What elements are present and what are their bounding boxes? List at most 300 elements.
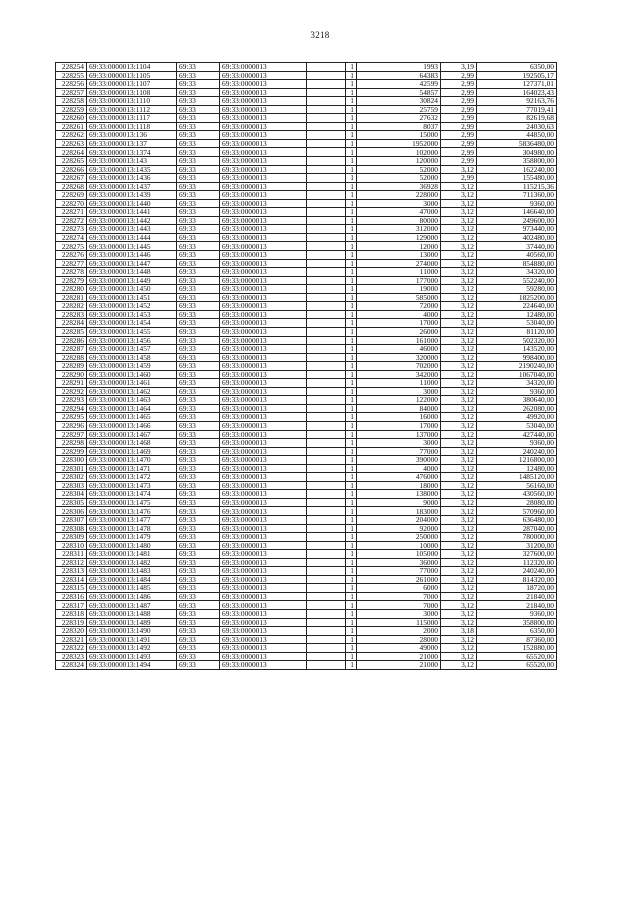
cadastral-value-cell: 358800,00: [477, 157, 557, 166]
district-code-cell: 69:33: [177, 242, 220, 251]
specific-value-cell: 3,12: [441, 165, 477, 174]
cadastral-quarter-cell: 69:33:0000013: [220, 498, 307, 507]
district-code-cell: 69:33: [177, 627, 220, 636]
district-code-cell: 69:33: [177, 370, 220, 379]
area-cell: 320000: [357, 353, 441, 362]
area-cell: 476000: [357, 473, 441, 482]
district-code-cell: 69:33: [177, 336, 220, 345]
area-cell: 312000: [357, 225, 441, 234]
cadastral-value-cell: 998400,00: [477, 353, 557, 362]
table-row: [56, 233, 557, 242]
cadastral-value-cell: 53040,00: [477, 421, 557, 430]
table-row: [56, 533, 557, 542]
cadastral-number-cell: 69:33:0000013:1481: [87, 550, 177, 559]
cadastral-value-cell: 711360,00: [477, 191, 557, 200]
cadastral-quarter-cell: 69:33:0000013: [220, 336, 307, 345]
cadastral-quarter-cell: 69:33:0000013: [220, 225, 307, 234]
row-number-cell: 228296: [56, 421, 87, 430]
count-cell: 1: [346, 592, 357, 601]
cadastral-value-cell: 358800,00: [477, 618, 557, 627]
area-cell: 8037: [357, 122, 441, 131]
cadastral-quarter-cell: 69:33:0000013: [220, 131, 307, 140]
cadastral-value-cell: 152880,00: [477, 644, 557, 653]
row-number-cell: 228263: [56, 139, 87, 148]
row-number-cell: 228292: [56, 387, 87, 396]
cadastral-value-cell: 59280,00: [477, 285, 557, 294]
cadastral-value-cell: 502320,00: [477, 336, 557, 345]
table-row: [56, 430, 557, 439]
row-number-cell: 228261: [56, 122, 87, 131]
table-row: [56, 661, 557, 670]
area-cell: 52000: [357, 165, 441, 174]
district-code-cell: 69:33: [177, 71, 220, 80]
cadastral-value-cell: 87360,00: [477, 635, 557, 644]
count-cell: 1: [346, 404, 357, 413]
empty-cell: [307, 293, 346, 302]
cadastral-number-cell: 69:33:0000013:1117: [87, 114, 177, 123]
cadastral-quarter-cell: 69:33:0000013: [220, 592, 307, 601]
row-number-cell: 228316: [56, 592, 87, 601]
cadastral-number-cell: 69:33:0000013:1105: [87, 71, 177, 80]
district-code-cell: 69:33: [177, 618, 220, 627]
cadastral-quarter-cell: 69:33:0000013: [220, 310, 307, 319]
row-number-cell: 228310: [56, 541, 87, 550]
empty-cell: [307, 131, 346, 140]
area-cell: 19000: [357, 285, 441, 294]
specific-value-cell: 3,12: [441, 610, 477, 619]
count-cell: 1: [346, 88, 357, 97]
specific-value-cell: 2,99: [441, 105, 477, 114]
empty-cell: [307, 524, 346, 533]
cadastral-value-cell: 240240,00: [477, 567, 557, 576]
district-code-cell: 69:33: [177, 404, 220, 413]
cadastral-number-cell: 69:33:0000013:1488: [87, 610, 177, 619]
row-number-cell: 228257: [56, 88, 87, 97]
area-cell: 54857: [357, 88, 441, 97]
cadastral-quarter-cell: 69:33:0000013: [220, 114, 307, 123]
empty-cell: [307, 310, 346, 319]
row-number-cell: 228309: [56, 533, 87, 542]
specific-value-cell: 2,99: [441, 139, 477, 148]
area-cell: 9000: [357, 498, 441, 507]
area-cell: 183000: [357, 507, 441, 516]
cadastral-number-cell: 69:33:0000013:1485: [87, 584, 177, 593]
empty-cell: [307, 533, 346, 542]
cadastral-number-cell: 69:33:0000013:1449: [87, 276, 177, 285]
area-cell: 115000: [357, 618, 441, 627]
table-row: [56, 421, 557, 430]
empty-cell: [307, 370, 346, 379]
row-number-cell: 228273: [56, 225, 87, 234]
specific-value-cell: 2,99: [441, 148, 477, 157]
cadastral-quarter-cell: 69:33:0000013: [220, 610, 307, 619]
table-row: [56, 456, 557, 465]
count-cell: 1: [346, 105, 357, 114]
cadastral-number-cell: 69:33:0000013:1493: [87, 652, 177, 661]
cadastral-value-cell: 570960,00: [477, 507, 557, 516]
cadastral-number-cell: 69:33:0000013:1442: [87, 216, 177, 225]
empty-cell: [307, 199, 346, 208]
cadastral-value-cell: 327600,00: [477, 550, 557, 559]
specific-value-cell: 3,12: [441, 251, 477, 260]
row-number-cell: 228279: [56, 276, 87, 285]
specific-value-cell: 3,12: [441, 362, 477, 371]
area-cell: 49000: [357, 644, 441, 653]
cadastral-number-cell: 69:33:0000013:1450: [87, 285, 177, 294]
empty-cell: [307, 114, 346, 123]
cadastral-number-cell: 69:33:0000013:1477: [87, 515, 177, 524]
area-cell: 3000: [357, 387, 441, 396]
specific-value-cell: 2,99: [441, 174, 477, 183]
empty-cell: [307, 421, 346, 430]
table-row: [56, 310, 557, 319]
table-row: [56, 345, 557, 354]
cadastral-number-cell: 69:33:0000013:1480: [87, 541, 177, 550]
count-cell: 1: [346, 114, 357, 123]
cadastral-number-cell: 69:33:0000013:1472: [87, 473, 177, 482]
cadastral-number-cell: 69:33:0000013:1483: [87, 567, 177, 576]
cadastral-value-cell: 636480,00: [477, 515, 557, 524]
empty-cell: [307, 216, 346, 225]
area-cell: 12000: [357, 242, 441, 251]
area-cell: 6000: [357, 584, 441, 593]
count-cell: 1: [346, 319, 357, 328]
empty-cell: [307, 139, 346, 148]
count-cell: 1: [346, 242, 357, 251]
cadastral-value-cell: 146640,00: [477, 208, 557, 217]
cadastral-value-cell: 1825200,00: [477, 293, 557, 302]
empty-cell: [307, 498, 346, 507]
row-number-cell: 228256: [56, 80, 87, 89]
cadastral-value-cell: 430560,00: [477, 490, 557, 499]
count-cell: 1: [346, 199, 357, 208]
cadastral-value-cell: 6350,00: [477, 627, 557, 636]
table-row: [56, 114, 557, 123]
cadastral-value-cell: 1067040,00: [477, 370, 557, 379]
area-cell: 17000: [357, 319, 441, 328]
empty-cell: [307, 80, 346, 89]
cadastral-quarter-cell: 69:33:0000013: [220, 456, 307, 465]
empty-cell: [307, 353, 346, 362]
specific-value-cell: 3,12: [441, 507, 477, 516]
cadastral-number-cell: 69:33:0000013:1104: [87, 63, 177, 72]
area-cell: 13000: [357, 251, 441, 260]
cadastral-quarter-cell: 69:33:0000013: [220, 182, 307, 191]
district-code-cell: 69:33: [177, 481, 220, 490]
cadastral-quarter-cell: 69:33:0000013: [220, 379, 307, 388]
area-cell: 52000: [357, 174, 441, 183]
specific-value-cell: 3,12: [441, 575, 477, 584]
cadastral-number-cell: 69:33:0000013:137: [87, 139, 177, 148]
cadastral-quarter-cell: 69:33:0000013: [220, 174, 307, 183]
cadastral-value-cell: 21840,00: [477, 601, 557, 610]
row-number-cell: 228321: [56, 635, 87, 644]
table-row: [56, 515, 557, 524]
cadastral-number-cell: 69:33:0000013:1457: [87, 345, 177, 354]
area-cell: 21000: [357, 661, 441, 670]
area-cell: 137000: [357, 430, 441, 439]
empty-cell: [307, 575, 346, 584]
empty-cell: [307, 63, 346, 72]
count-cell: 1: [346, 63, 357, 72]
count-cell: 1: [346, 139, 357, 148]
cadastral-quarter-cell: 69:33:0000013: [220, 302, 307, 311]
cadastral-quarter-cell: 69:33:0000013: [220, 652, 307, 661]
district-code-cell: 69:33: [177, 345, 220, 354]
row-number-cell: 228276: [56, 251, 87, 260]
count-cell: 1: [346, 387, 357, 396]
count-cell: 1: [346, 515, 357, 524]
empty-cell: [307, 208, 346, 217]
cadastral-value-cell: 240240,00: [477, 447, 557, 456]
count-cell: 1: [346, 430, 357, 439]
area-cell: 46000: [357, 345, 441, 354]
count-cell: 1: [346, 191, 357, 200]
table-row: [56, 80, 557, 89]
empty-cell: [307, 550, 346, 559]
empty-cell: [307, 182, 346, 191]
cadastral-quarter-cell: 69:33:0000013: [220, 550, 307, 559]
area-cell: 138000: [357, 490, 441, 499]
cadastral-quarter-cell: 69:33:0000013: [220, 404, 307, 413]
row-number-cell: 228269: [56, 191, 87, 200]
row-number-cell: 228323: [56, 652, 87, 661]
cadastral-value-cell: 262080,00: [477, 404, 557, 413]
specific-value-cell: 3,12: [441, 644, 477, 653]
cadastral-number-cell: 69:33:0000013:1112: [87, 105, 177, 114]
cadastral-number-cell: 69:33:0000013:1452: [87, 302, 177, 311]
cadastral-quarter-cell: 69:33:0000013: [220, 191, 307, 200]
cadastral-quarter-cell: 69:33:0000013: [220, 97, 307, 106]
table-row: [56, 251, 557, 260]
empty-cell: [307, 601, 346, 610]
cadastral-value-cell: 164023,43: [477, 88, 557, 97]
specific-value-cell: 3,12: [441, 242, 477, 251]
empty-cell: [307, 157, 346, 166]
row-number-cell: 228282: [56, 302, 87, 311]
count-cell: 1: [346, 396, 357, 405]
row-number-cell: 228294: [56, 404, 87, 413]
count-cell: 1: [346, 524, 357, 533]
count-cell: 1: [346, 481, 357, 490]
area-cell: 26000: [357, 327, 441, 336]
cadastral-number-cell: 69:33:0000013:1110: [87, 97, 177, 106]
cadastral-value-cell: 2190240,00: [477, 362, 557, 371]
table-row: [56, 447, 557, 456]
row-number-cell: 228312: [56, 558, 87, 567]
row-number-cell: 228264: [56, 148, 87, 157]
table-row: [56, 550, 557, 559]
table-row: [56, 285, 557, 294]
cadastral-number-cell: 69:33:0000013:1461: [87, 379, 177, 388]
cadastral-value-cell: 44850,00: [477, 131, 557, 140]
specific-value-cell: 3,12: [441, 601, 477, 610]
cadastral-quarter-cell: 69:33:0000013: [220, 157, 307, 166]
area-cell: 30824: [357, 97, 441, 106]
empty-cell: [307, 233, 346, 242]
area-cell: 1952000: [357, 139, 441, 148]
count-cell: 1: [346, 336, 357, 345]
count-cell: 1: [346, 464, 357, 473]
row-number-cell: 228300: [56, 456, 87, 465]
specific-value-cell: 2,99: [441, 97, 477, 106]
count-cell: 1: [346, 627, 357, 636]
table-row: [56, 182, 557, 191]
row-number-cell: 228314: [56, 575, 87, 584]
count-cell: 1: [346, 97, 357, 106]
cadastral-number-cell: 69:33:0000013:1479: [87, 533, 177, 542]
district-code-cell: 69:33: [177, 105, 220, 114]
cadastral-value-cell: 81120,00: [477, 327, 557, 336]
cadastral-quarter-cell: 69:33:0000013: [220, 601, 307, 610]
count-cell: 1: [346, 122, 357, 131]
table-row: [56, 242, 557, 251]
empty-cell: [307, 644, 346, 653]
specific-value-cell: 3,12: [441, 319, 477, 328]
district-code-cell: 69:33: [177, 208, 220, 217]
cadastral-number-cell: 69:33:0000013:1456: [87, 336, 177, 345]
area-cell: 84000: [357, 404, 441, 413]
table-row: [56, 191, 557, 200]
area-cell: 21000: [357, 652, 441, 661]
row-number-cell: 228302: [56, 473, 87, 482]
row-number-cell: 228285: [56, 327, 87, 336]
count-cell: 1: [346, 233, 357, 242]
district-code-cell: 69:33: [177, 319, 220, 328]
row-number-cell: 228291: [56, 379, 87, 388]
area-cell: 17000: [357, 421, 441, 430]
cadastral-value-cell: 192505,17: [477, 71, 557, 80]
cadastral-number-cell: 69:33:0000013:1445: [87, 242, 177, 251]
district-code-cell: 69:33: [177, 592, 220, 601]
table-row: [56, 293, 557, 302]
area-cell: 204000: [357, 515, 441, 524]
empty-cell: [307, 447, 346, 456]
specific-value-cell: 3,12: [441, 327, 477, 336]
cadastral-number-cell: 69:33:0000013:1478: [87, 524, 177, 533]
district-code-cell: 69:33: [177, 310, 220, 319]
cadastral-quarter-cell: 69:33:0000013: [220, 251, 307, 260]
table-row: [56, 652, 557, 661]
count-cell: 1: [346, 558, 357, 567]
area-cell: 274000: [357, 259, 441, 268]
table-row: [56, 302, 557, 311]
cadastral-value-cell: 31200,00: [477, 541, 557, 550]
cadastral-number-cell: 69:33:0000013:1437: [87, 182, 177, 191]
cadastral-quarter-cell: 69:33:0000013: [220, 575, 307, 584]
empty-cell: [307, 515, 346, 524]
row-number-cell: 228304: [56, 490, 87, 499]
count-cell: 1: [346, 353, 357, 362]
area-cell: 228000: [357, 191, 441, 200]
row-number-cell: 228287: [56, 345, 87, 354]
specific-value-cell: 3,12: [441, 276, 477, 285]
district-code-cell: 69:33: [177, 558, 220, 567]
cadastral-number-cell: 69:33:0000013:1448: [87, 268, 177, 277]
specific-value-cell: 3,12: [441, 447, 477, 456]
district-code-cell: 69:33: [177, 122, 220, 131]
specific-value-cell: 3,12: [441, 182, 477, 191]
empty-cell: [307, 635, 346, 644]
cadastral-quarter-cell: 69:33:0000013: [220, 71, 307, 80]
cadastral-value-cell: 9360,00: [477, 610, 557, 619]
count-cell: 1: [346, 550, 357, 559]
district-code-cell: 69:33: [177, 233, 220, 242]
cadastral-number-cell: 69:33:0000013:1468: [87, 439, 177, 448]
table-row: [56, 610, 557, 619]
row-number-cell: 228307: [56, 515, 87, 524]
district-code-cell: 69:33: [177, 567, 220, 576]
cadastral-value-cell: 34320,00: [477, 268, 557, 277]
cadastral-value-table: [55, 62, 557, 670]
empty-cell: [307, 225, 346, 234]
specific-value-cell: 3,12: [441, 268, 477, 277]
cadastral-number-cell: 69:33:0000013:1444: [87, 233, 177, 242]
cadastral-value-cell: 18720,00: [477, 584, 557, 593]
empty-cell: [307, 336, 346, 345]
cadastral-number-cell: 69:33:0000013:1436: [87, 174, 177, 183]
cadastral-quarter-cell: 69:33:0000013: [220, 618, 307, 627]
area-cell: 102000: [357, 148, 441, 157]
cadastral-number-cell: 69:33:0000013:1459: [87, 362, 177, 371]
cadastral-quarter-cell: 69:33:0000013: [220, 122, 307, 131]
area-cell: 7000: [357, 601, 441, 610]
cadastral-quarter-cell: 69:33:0000013: [220, 208, 307, 217]
area-cell: 250000: [357, 533, 441, 542]
specific-value-cell: 3,12: [441, 310, 477, 319]
row-number-cell: 228266: [56, 165, 87, 174]
area-cell: 11000: [357, 268, 441, 277]
table-row: [56, 558, 557, 567]
district-code-cell: 69:33: [177, 131, 220, 140]
table-row: [56, 627, 557, 636]
table-row: [56, 498, 557, 507]
district-code-cell: 69:33: [177, 464, 220, 473]
table-row: [56, 131, 557, 140]
cadastral-number-cell: 69:33:0000013:1464: [87, 404, 177, 413]
specific-value-cell: 3,12: [441, 379, 477, 388]
table-row: [56, 524, 557, 533]
cadastral-number-cell: 69:33:0000013:1475: [87, 498, 177, 507]
cadastral-number-cell: 69:33:0000013:1435: [87, 165, 177, 174]
page-number: 3218: [310, 30, 330, 40]
count-cell: 1: [346, 379, 357, 388]
district-code-cell: 69:33: [177, 439, 220, 448]
district-code-cell: 69:33: [177, 259, 220, 268]
district-code-cell: 69:33: [177, 165, 220, 174]
cadastral-quarter-cell: 69:33:0000013: [220, 63, 307, 72]
district-code-cell: 69:33: [177, 302, 220, 311]
row-number-cell: 228259: [56, 105, 87, 114]
row-number-cell: 228280: [56, 285, 87, 294]
empty-cell: [307, 97, 346, 106]
row-number-cell: 228324: [56, 661, 87, 670]
table-row: [56, 507, 557, 516]
row-number-cell: 228289: [56, 362, 87, 371]
district-code-cell: 69:33: [177, 88, 220, 97]
district-code-cell: 69:33: [177, 268, 220, 277]
count-cell: 1: [346, 644, 357, 653]
table-row: [56, 644, 557, 653]
row-number-cell: 228258: [56, 97, 87, 106]
district-code-cell: 69:33: [177, 362, 220, 371]
empty-cell: [307, 327, 346, 336]
specific-value-cell: 3,12: [441, 533, 477, 542]
district-code-cell: 69:33: [177, 456, 220, 465]
area-cell: 25759: [357, 105, 441, 114]
specific-value-cell: 3,12: [441, 285, 477, 294]
district-code-cell: 69:33: [177, 413, 220, 422]
